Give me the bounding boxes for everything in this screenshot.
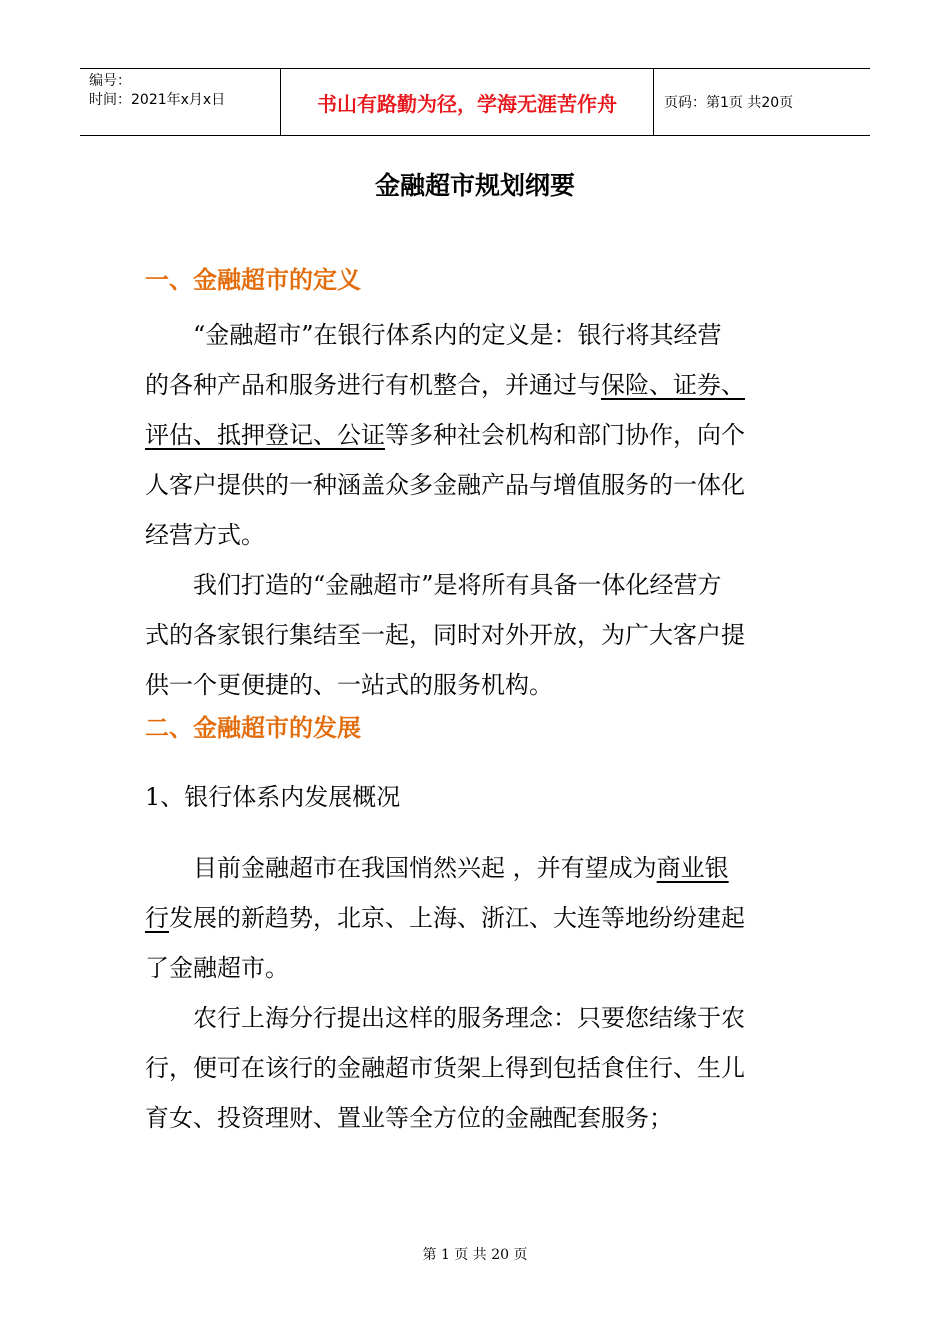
header-time-label: 时间：2021年x月x日	[89, 92, 226, 108]
text-line	[145, 360, 805, 410]
header-meta-cell	[80, 69, 281, 135]
text-line: 人客户提供的一种涵盖众多金融产品与增值服务的一体化	[145, 471, 745, 499]
underlined-term: 保险、证券、	[601, 371, 745, 399]
development-paragraph-2	[145, 993, 805, 1143]
text-span: 目前金融超市在我国悄然兴起 ，并有望成为	[193, 854, 657, 882]
section-heading-definition: 一、金融超市的定义	[145, 265, 361, 294]
subsection-heading-bank-overview: 1、银行体系内发展概况	[145, 783, 401, 811]
text-line: 了金融超市。	[145, 954, 289, 982]
text-span: 的各种产品和服务进行有机整合，并通过与	[145, 371, 601, 399]
underlined-term: 商业银	[656, 854, 729, 882]
text-line	[145, 893, 805, 943]
text-line: 我们打造的“金融超市”是将所有具备一体化经营方	[193, 571, 722, 599]
text-line: “金融超市”在银行体系内的定义是：银行将其经营	[193, 321, 722, 349]
page-footer: 第 1 页 共 20 页	[422, 1247, 528, 1263]
header-table	[80, 68, 870, 136]
text-line: 供一个更便捷的、一站式的服务机构。	[145, 671, 553, 699]
document-title: 金融超市规划纲要	[374, 171, 575, 200]
text-line: 式的各家银行集结至一起，同时对外开放，为广大客户提	[145, 621, 745, 649]
text-span: 等多种社会机构和部门协作，向个	[385, 421, 745, 449]
text-line	[145, 410, 805, 460]
text-line: 农行上海分行提出这样的服务理念：只要您结缘于农	[193, 1004, 745, 1032]
definition-paragraph-1	[145, 310, 805, 560]
header-motto: 书山有路勤为径，学海无涯苦作舟	[281, 69, 654, 135]
text-span: 发展的新趋势，北京、上海、浙江、大连等地纷纷建起	[169, 904, 745, 932]
development-paragraph-1	[145, 843, 805, 993]
text-line: 育女、投资理财、置业等全方位的金融配套服务；	[145, 1104, 673, 1132]
text-line: 经营方式。	[145, 521, 265, 549]
underlined-term: 行	[145, 904, 169, 932]
definition-paragraph-2	[145, 560, 805, 710]
text-line: 行，便可在该行的金融超市货架上得到包括食住行、生儿	[145, 1054, 745, 1082]
text-line	[145, 843, 805, 893]
header-number-label: 编号：	[89, 73, 131, 89]
underlined-term: 评估、抵押登记、公证	[145, 421, 385, 449]
header-page-info: 页码：第1页 共20页	[664, 95, 794, 111]
section-heading-development: 二、金融超市的发展	[145, 713, 361, 742]
